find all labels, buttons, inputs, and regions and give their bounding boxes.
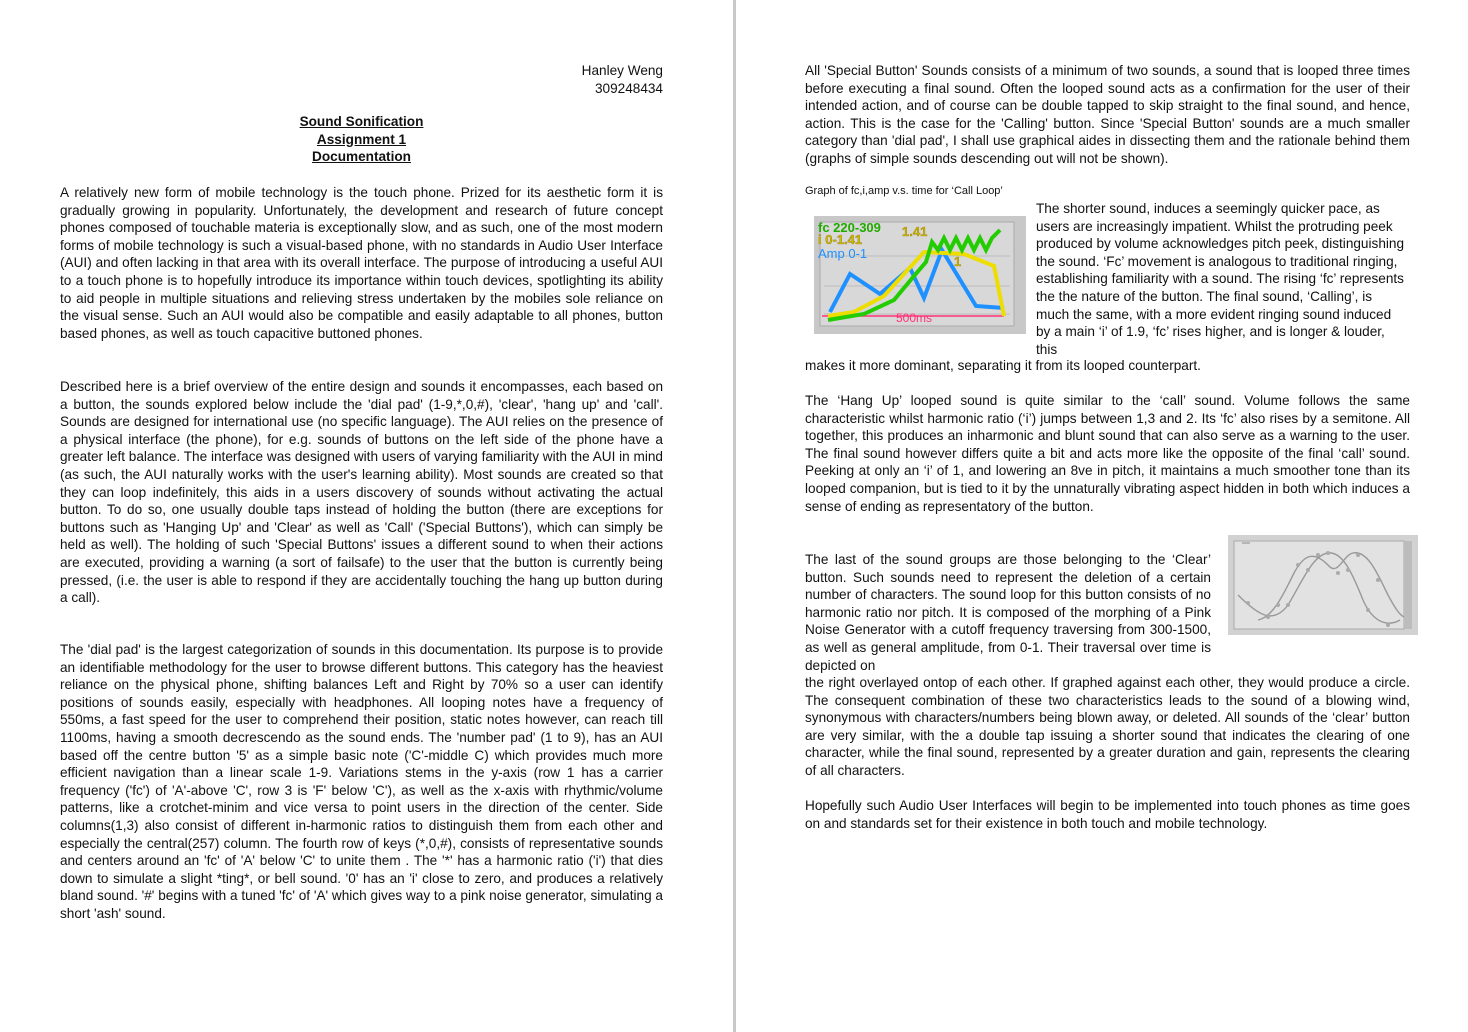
time-label: 500ms <box>896 311 933 325</box>
call-loop-graph <box>814 216 1026 334</box>
paragraph-conclusion: Hopefully such Audio User Interfaces will begin to be implemented into touch phones as time goes on and standards set for their existence in both touch and mobile technology. <box>805 798 1410 831</box>
figure-caption: Graph of fc,i,amp v.s. time for ‘Call Loop’ <box>805 185 1003 197</box>
paragraph-intro: A relatively new form of mobile technology is the touch phone. Prized for its aesthetic form it is gradually growing in popularity. Unfortunately, the development and research of future concept phones composed of touchable materia is exceptionally slow, and as such, one of the most modern forms of mobile technology is such a visual-based phone, with no standards in Audio User Interface (AUI) and often lacking in that area with its overall interface. The purpose of introducing a useful AUI to a touch phone is to hopefully introduce its importance within touch devices, spotlighting its ability to aid people in multiple situations and relieving stress undertaken by the mobiles sole reliance on the visual sense. Such an AUI would also be compatible and easily adaptable to all phones, button based phones, as well as touch capacitive buttoned phones. <box>60 185 663 341</box>
call-loop-graph-svg <box>814 216 1026 334</box>
paragraph-special-buttons: All 'Special Button' Sounds consists of a minimum of two sounds, a sound that is looped three times before executing a final sound. Often the looped sound acts as a confirmation for the user of their intended action, and of course can be double tapped to skip straight to the final sound, and hence, action. This is the case for the 'Calling' button. Since 'Special Button' sounds are a much smaller category than 'dial pad', I shall use graphical aides in dissecting them and the rationale behind them (graphs of simple sounds descending out will not be shown). <box>805 63 1410 166</box>
author-name: Hanley Weng <box>581 63 663 78</box>
right-page <box>736 0 1468 1032</box>
amp-range-label: Amp 0-1 <box>818 246 868 261</box>
i-range-label: i 0-1.41 <box>818 232 863 247</box>
paragraph-dial-pad: The 'dial pad' is the largest categorization of sounds in this documentation. Its purpose is to provide an identifiable methodology for the user to browse different buttons. This category has the heaviest reliance on the physical phone, shifting balances Left and Right by 70% so a user can identify positions of sounds easily, especially with headphones. All looping notes have a frequency of 550ms, a fast speed for the user to comprehend their position, static notes however, can reach till 1100ms, having a smooth decrescendo as the sound ends. The 'number pad' (1 to 9), has an AUI based off the centre button '5' as a simple basic note ('C'-middle C) which provides much more efficient navigation than a linear scale 1-9. Variations stems in the y-axis (row 1 has a carrier frequency ('fc') of 'A'-above 'C', row 3 is 'F' below 'C'), as well as the x-axis with rhythmic/volume patterns, like a crotchet-minim and vice versa to point users in the direction of the center. Side columns(1,3) also consist of different in-harmonic ratios to distinguish them from each other and especially the central(257) column. The fourth row of keys (*,0,#), consists of representative sounds and centers around an 'fc' of 'A' below 'C' to unite them . The '*' has a harmonic ratio ('i') that dies down to simulate a slight *ting*, or bell sound. '0' has an 'i' close to zero, and produces a relatively bland sound. '#' begins with a tuned 'fc' of 'A' which gives way to a pink noise generator, simulating a short 'ash' sound. <box>60 642 663 921</box>
student-id: 309248434 <box>594 80 663 96</box>
paragraph-overview: Described here is a brief overview of the entire design and sounds it encompasses, each based on a button, the sounds explored below include the 'dial pad' (1-9,*,0,#), 'clear', 'hang up' and 'call'. Sounds are designed for international use (no specific language). The AUI relies on the presence of a physical interface (the phone), for e.g. sounds of buttons on the left side of the phone have a greater left balance. The interface was designed with users of varying familiarity with the AUI in mind (as such, the AUI naturally works with the user's learning ability). Most sounds are created so that they can loop indefinitely, this aids in a users discovery of sounds without activating the actual button. To do so, one usually double taps instead of holding the button (there are exceptions for buttons such as 'Hanging Up' and 'Clear' as well as 'Call' ('Special Buttons'), which can simply be held as well). The holding of such 'Special Buttons' issues a different sound to when their actions are executed, providing a warning (a sort of failsafe) to the user that the button is currently being pressed, (i.e. the user is able to respond if they are accidentally touching the hang up button during a call). <box>60 379 663 606</box>
peak-label: 1.41 <box>902 224 928 239</box>
one-label: 1 <box>954 254 962 269</box>
clear-graph <box>1228 535 1418 635</box>
paragraph-clear-tail: the right overlayed ontop of each other. If graphed against each other, they would produce a circle. The consequent combination of these two characteristics leads to the sound of a blowing wind, synonymous with characters/numbers being blown away, or deleted. All sounds of the ‘clear’ button are very similar, with the a double tap issuing a shorter sound that indicates the clearing of one character, while the final sound, represented by a greater duration and gain, represents the clearing of all characters. <box>805 675 1410 778</box>
paragraph-clear-wrap: The last of the sound groups are those belonging to the ‘Clear’ button. Such sounds need to represent the deletion of a certain number of characters. The sound loop for this button consists of no harmonic ratio nor pitch. It is composed of the morphing of a Pink Noise Generator with a cutoff frequency traversing from 300-1500, as well as general amplitude, from 0-1. Their traversal over time is depicted on <box>805 552 1211 673</box>
title-line-2: Assignment 1 <box>316 131 407 147</box>
title-line-1: Sound Sonification <box>299 114 424 129</box>
document-title <box>60 113 663 166</box>
clear-graph-svg <box>1228 535 1418 635</box>
author-block <box>582 62 663 97</box>
title-line-3: Documentation <box>312 149 411 165</box>
paragraph-call-wrap: The shorter sound, induces a seemingly quicker pace, as users are increasingly impatient. Whilst the protruding peek produced by volume acknowledges pitch peek, distinguishing the sound. ‘Fc’ movement is analogous to traditional ringing, establishing familiarity with a sound. The rising ‘fc’ represents the the nature of the button. The final sound, ‘Calling’, is much the same, with a more evident ringing sound induced by a main ‘i’ of 1.9, ‘fc’ rises higher, and is longer & louder, this <box>1036 201 1405 357</box>
left-page <box>0 0 733 1032</box>
fc-range-label: fc 220-309 <box>818 220 881 235</box>
paragraph-call-tail: makes it more dominant, separating it from its looped counterpart. <box>805 358 1201 373</box>
paragraph-hang-up: The ‘Hang Up’ looped sound is quite similar to the ‘call’ sound. Volume follows the same characteristic whilst harmonic ratio (‘i’) jumps between 1,3 and 2. Its ‘fc’ also rises by a semitone. All together, this produces an inharmonic and blunt sound that can also serve as a warning to the user. The final sound however differs quite a bit and acts more like the opposite of the final ‘call’ sound. Peeking at only an ‘i’ of 1, and lowering an 8ve in pitch, it maintains a much smoother tone than its looped companion, but is tied to it by the unnaturally vibrating aspect hidden in both which induces a sense of ending as representatory of the button. <box>805 393 1410 514</box>
